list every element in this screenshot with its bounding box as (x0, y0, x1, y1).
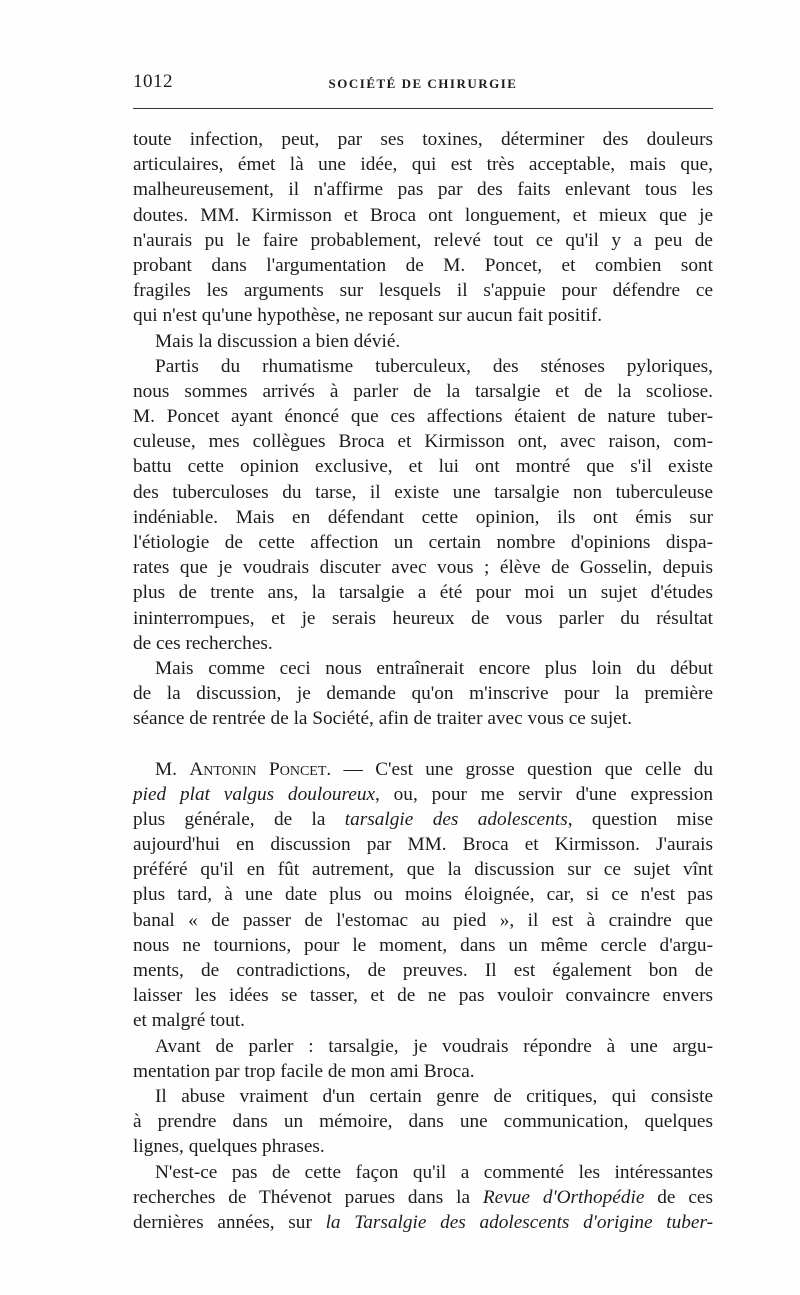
text-line: de ces recherches. (133, 632, 273, 654)
text-line: M. Poncet ayant énoncé que ces affections étaient de nature tuber- (133, 406, 713, 428)
body-text (133, 127, 713, 1235)
text-run: , ou, pour me servir d'une expression (375, 783, 713, 805)
page-header (133, 71, 713, 101)
text-line: Mais la discussion a bien dévié. (155, 330, 401, 352)
text-line: n'aurais pu le faire probablement, relevé tout ce qu'il y a peu de (133, 229, 713, 251)
text-line: Avant de parler : tarsalgie, je voudrais répondre à une argu- (155, 1035, 713, 1057)
text-line (133, 1185, 713, 1210)
text-line: malheureusement, il n'affirme pas par des faits enlevant tous les (133, 179, 713, 201)
text-line: séance de rentrée de la Société, afin de traiter avec vous ce sujet. (133, 708, 632, 730)
text-line: des tuberculoses du tarse, il existe une tarsalgie non tuberculeuse (133, 481, 713, 503)
text-line: de la discussion, je demande qu'on m'inscrive pour la première (133, 683, 713, 705)
text-line: articulaires, émet là une idée, qui est très acceptable, mais que, (133, 154, 713, 176)
speaker-line-rest: . — C'est une grosse question que celle du (326, 758, 713, 780)
running-title: SOCIÉTÉ DE CHIRURGIE (328, 76, 518, 91)
text-line: Partis du rhumatisme tuberculeux, des sténoses pyloriques, (155, 355, 713, 377)
text-line: l'étiologie de cette affection un certain nombre d'opinions dispa- (133, 532, 713, 553)
text-run: recherches de Thévenot parues dans la (133, 1186, 483, 1208)
text-run: dernières années, sur (133, 1211, 326, 1233)
header-rule (133, 108, 713, 109)
text-line: rates que je voudrais discuter avec vous ; élève de Gosselin, depuis (133, 557, 713, 579)
text-line: mentation par trop facile de mon ami Broca. (133, 1060, 475, 1082)
page-number: 1012 (133, 71, 173, 92)
text-line (133, 1210, 713, 1235)
text-line: toute infection, peut, par ses toxines, déterminer des douleurs (133, 129, 713, 150)
text-line: ininterrompues, et je serais heureux de vous parler du résultat (133, 607, 713, 629)
text-line: indéniable. Mais en défendant cette opinion, ils ont émis sur (133, 506, 713, 528)
text-line: Mais comme ceci nous entraînerait encore plus loin du début (155, 657, 713, 679)
text-line: culeuse, mes collègues Broca et Kirmisson ont, avec raison, com- (133, 431, 713, 453)
speaker-name: Antonin Poncet (189, 758, 327, 780)
text-line: N'est-ce pas de cette façon qu'il a commenté les intéressantes (155, 1161, 713, 1183)
text-line (133, 807, 713, 832)
italic-term: tarsalgie des adolescents (344, 808, 568, 830)
text-line: ments, de contradictions, de preuves. Il est également bon de (133, 960, 713, 981)
italic-term: pied plat valgus douloureux (133, 783, 376, 805)
italic-title: Revue d'Orthopédie (482, 1186, 645, 1208)
text-line: doutes. MM. Kirmisson et Broca ont longuement, et mieux que je (133, 204, 713, 226)
text-line: fragiles les arguments sur lesquels il s'appuie pour défendre ce (133, 280, 713, 302)
speaker-prefix: M. (155, 758, 190, 780)
text-line: à prendre dans un mémoire, dans une communication, quelques (133, 1111, 713, 1133)
text-line: laisser les idées se tasser, et de ne pas vouloir convaincre envers (133, 985, 713, 1007)
text-line: et malgré tout. (133, 1010, 245, 1032)
text-line: Il abuse vraiment d'un certain genre de critiques, qui consiste (155, 1085, 713, 1107)
text-line: banal « de passer de l'estomac au pied », il est à craindre que (133, 909, 713, 931)
text-line: lignes, quelques phrases. (133, 1136, 325, 1158)
text-line (133, 782, 713, 807)
text-line: plus de trente ans, la tarsalgie a été pour moi un sujet d'études (133, 582, 713, 604)
speaker-line (133, 757, 713, 782)
text-line: plus tard, à une date plus ou moins éloignée, car, si ce n'est pas (133, 884, 713, 906)
text-line: aujourd'hui en discussion par MM. Broca et Kirmisson. J'aurais (133, 834, 713, 856)
text-run: de ces (644, 1186, 713, 1208)
italic-title: la Tarsalgie des adolescents d'origine tuber- (325, 1211, 713, 1233)
text-run: plus générale, de la (133, 808, 345, 830)
text-line: nous ne tournions, pour le moment, dans un même cercle d'argu- (133, 934, 713, 956)
text-line: nous sommes arrivés à parler de la tarsalgie et de la scoliose. (133, 380, 713, 402)
paragraph-gap (133, 732, 713, 757)
text-run: , question mise (567, 808, 713, 830)
text-line: préféré qu'il en fût autrement, que la discussion sur ce sujet vînt (133, 859, 713, 881)
text-line: battu cette opinion exclusive, et lui ont montré que s'il existe (133, 456, 713, 478)
text-line: qui n'est qu'une hypothèse, ne reposant sur aucun fait positif. (133, 305, 603, 327)
text-line: probant dans l'argumentation de M. Poncet, et combien sont (133, 254, 713, 276)
